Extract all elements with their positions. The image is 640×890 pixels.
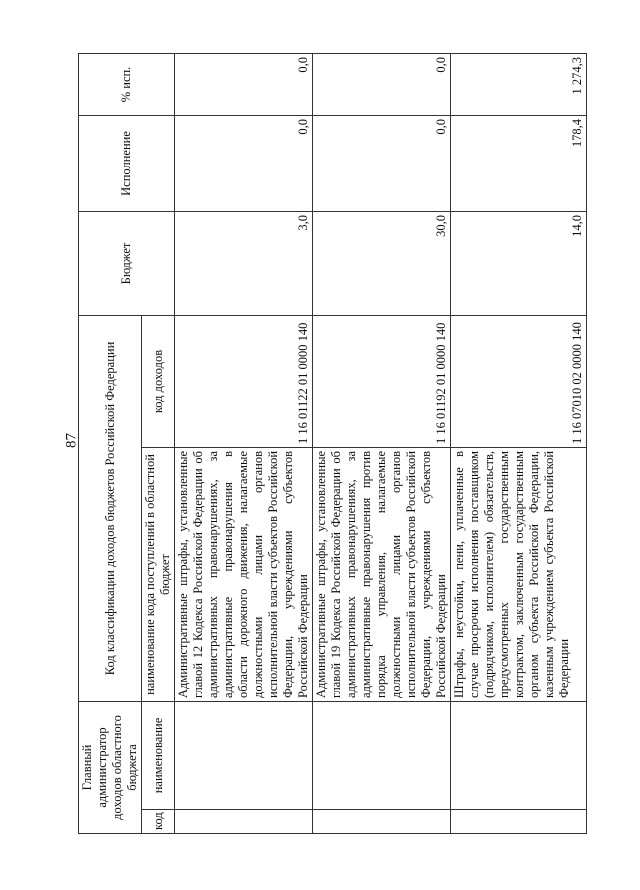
cell-budget: 14,0 xyxy=(451,211,587,315)
table-row xyxy=(313,53,451,833)
header-classification-group: Код классификации доходов бюджетов Российской Федерации xyxy=(79,315,142,701)
rotated-table-container xyxy=(78,54,584,834)
page-number: 87 xyxy=(63,433,80,448)
header-income-name: наименование кода поступлений в областной бюджет xyxy=(142,447,175,701)
cell-kod xyxy=(451,810,587,834)
cell-income-name: Административные штрафы, установленные главой 12 Кодекса Российской Федерации об административных правонарушениях, за административные правонарушения в области дорожного движения, налагаемые должностными лицами органов исполнительной власти субъектов Российской Федерации, учреждениями субъектов Российской Федерации xyxy=(175,447,313,701)
cell-percent: 1 274,3 xyxy=(451,53,587,115)
cell-execution: 0,0 xyxy=(175,115,313,211)
cell-income-code: 1 16 01192 01 0000 140 xyxy=(313,315,451,447)
header-income-code: код доходов xyxy=(142,315,175,447)
cell-income-name: Административные штрафы, установленные главой 19 Кодекса Российской Федерации об административных правонарушениях, за административные правонарушения против порядка управления, налагаемые должностными лицами органов исполнительной власти субъектов Российской Федерации, учреждениями субъектов Российской Федерации xyxy=(313,447,451,701)
cell-percent: 0,0 xyxy=(313,53,451,115)
header-admin-group: Главный администратор доходов областного бюджета xyxy=(79,701,142,833)
rotated-page-region xyxy=(78,54,584,834)
cell-kod xyxy=(313,810,451,834)
cell-income-name: Штрафы, неустойки, пени, уплаченные в случае просрочки исполнения поставщиком (подрядчиком, исполнителем) обязательств, предусмотренных государственным контрактом, заключенным государственным органом субъекта Российской Федерации, казенным учреждением субъекта Российской Федерации xyxy=(451,447,587,701)
cell-admin-name xyxy=(451,701,587,809)
table-row xyxy=(451,53,587,833)
header-admin-name: наименование xyxy=(142,701,175,809)
cell-execution: 0,0 xyxy=(313,115,451,211)
header-admin-kod: код xyxy=(142,810,175,834)
header-execution: Исполнение xyxy=(79,115,175,211)
revenue-table xyxy=(78,53,587,834)
cell-admin-name xyxy=(175,701,313,809)
cell-execution: 178,4 xyxy=(451,115,587,211)
cell-income-code: 1 16 07010 02 0000 140 xyxy=(451,315,587,447)
cell-budget: 30,0 xyxy=(313,211,451,315)
cell-budget: 3,0 xyxy=(175,211,313,315)
cell-admin-name xyxy=(313,701,451,809)
cell-kod xyxy=(175,810,313,834)
cell-income-code: 1 16 01122 01 0000 140 xyxy=(175,315,313,447)
table-row xyxy=(175,53,313,833)
cell-percent: 0,0 xyxy=(175,53,313,115)
header-percent: % исп. xyxy=(79,53,175,115)
header-budget: Бюджет xyxy=(79,211,175,315)
